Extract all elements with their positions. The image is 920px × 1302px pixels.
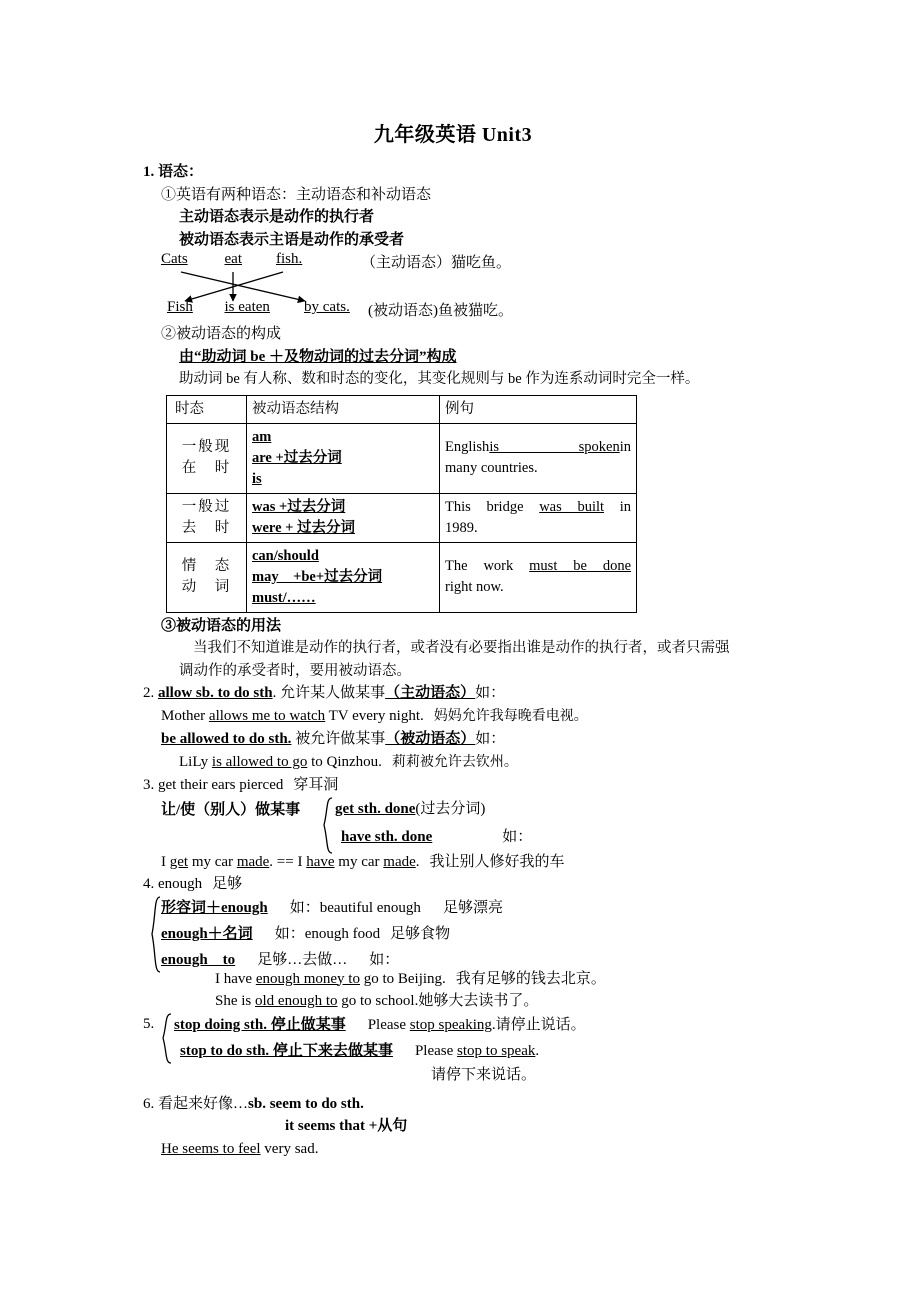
section-2-example-2 <box>143 751 803 775</box>
table-row <box>167 423 637 493</box>
header-tense: 时态 <box>167 395 247 423</box>
section-3-label: 让/使（别人）做某事 <box>161 801 301 818</box>
passive-voice-sentence <box>167 299 362 316</box>
section-6-line-1 <box>143 1093 803 1116</box>
section-3-example: I get my car made. == I have my car made. 我让别人修好我的车 <box>161 853 565 870</box>
section-3-head-cn: 穿耳洞 <box>293 777 339 793</box>
cell-example-past: This bridge was built in 1989. <box>440 493 637 542</box>
active-voice-note: （主动语态）猫吃鱼。 <box>361 255 512 271</box>
usage-line-2: 调动作的承受者时，要用被动语态。 <box>179 662 411 679</box>
section-3-option-1: get sth. done(过去分词) <box>335 800 486 817</box>
table-header-row <box>167 395 637 423</box>
section-3-line-1 <box>143 774 803 797</box>
section-2-phrase: allow sb. to do sth <box>158 685 273 701</box>
section-3-brace-group <box>143 797 803 855</box>
ex1-underline: allows me to watch <box>208 707 326 724</box>
section-5-brace-group <box>143 1013 803 1083</box>
cell-example-present: Englishis spokenin many countries. <box>440 423 637 493</box>
section-1-heading: 1. 语态： <box>143 164 204 180</box>
passive-verb: is eaten <box>224 299 270 315</box>
cell-structure-past: was +过去分词 were + 过去分词 <box>247 493 440 542</box>
section-4-example-2: She is old enough to go to school.她够大去读书了。 <box>215 993 539 1009</box>
section-3-head: get their ears pierced <box>158 777 284 793</box>
active-object: fish. <box>276 251 303 267</box>
cell-tense-present: 一般现 在 时 <box>167 423 247 493</box>
section-2-line-2 <box>143 728 803 751</box>
cell-structure-modal: can/should may +be+过去分词 must/…… <box>247 542 440 612</box>
section-4-option-3: enough to 足够…去做… 如： <box>161 951 400 968</box>
section-4-head: enough <box>158 876 203 892</box>
ex1-pre: Mother <box>161 707 209 724</box>
section-4-example-1: I have enough money to go to Beijing. 我有足够的钱去北京。 <box>215 970 606 987</box>
section-6-head-cn: 看起来好像… <box>158 1095 249 1112</box>
section-3-example-translation: 我让别人修好我的车 <box>429 853 565 870</box>
section-4-line-1 <box>143 873 803 896</box>
cell-structure-present: am are +过去分词 is <box>247 423 440 493</box>
section-2-number: 2. <box>143 685 155 701</box>
header-structure: 被动语态结构 <box>247 395 440 423</box>
active-subject: Cats <box>161 251 188 267</box>
curly-brace-icon <box>320 797 334 855</box>
section-5-option-2-translation: 请停下来说话。 <box>431 1066 537 1083</box>
ex1-translation: 妈妈允许我每晚看电视。 <box>433 708 588 724</box>
page-title: 九年级英语 Unit3 <box>373 124 533 146</box>
section-2-ru-2: 如： <box>475 731 506 747</box>
section-4-number: 4. <box>143 876 155 892</box>
section-1-bullet-passive: 被动语态表示主语是动作的承受者 <box>179 231 405 248</box>
section-4-option-1: 形容词＋enough 如：beautiful enough 足够漂亮 <box>161 899 503 916</box>
ex2-post: to Qinzhou. <box>307 753 382 770</box>
passive-voice-note: (被动语态)鱼被猫吃。 <box>368 303 513 319</box>
section-3-option-2: have sth. done 如： <box>341 828 533 845</box>
section-4-ex2-translation: 她够大去读书了。 <box>418 993 539 1009</box>
ex2-pre: LiLy <box>179 753 212 770</box>
section-1-sub3: ③被动语态的用法 <box>161 617 282 634</box>
section-6-example: He seems to feel very sad. <box>161 1140 319 1157</box>
passive-formula: 由“助动词 be ＋及物动词的过去分词”构成 <box>179 348 457 365</box>
section-2-phrase-2: be allowed to do sth. <box>161 731 292 747</box>
active-verb: eat <box>224 251 242 267</box>
section-4-head-cn: 足够 <box>212 876 243 892</box>
section-1-sub2: ②被动语态的构成 <box>161 326 282 342</box>
section-1-bullet-active: 主动语态表示是动作的执行者 <box>179 209 375 225</box>
ex2-underline: is allowed to go <box>211 753 308 770</box>
curly-brace-icon <box>159 1013 173 1065</box>
header-example: 例句 <box>440 395 637 423</box>
section-2-phrase-2-cn: 被允许做某事 <box>291 731 386 747</box>
passive-explanation: 助动词 be 有人称、数和时态的变化，其变化规则与 be 作为连系动词时完全一样。 <box>179 371 700 387</box>
passive-subject: Fish <box>167 299 193 315</box>
section-3-number: 3. <box>143 777 155 793</box>
section-2-phrase-cn: . 允许某人做某事 <box>272 685 386 701</box>
section-6-head-en: sb. seem to do sth. <box>248 1095 364 1112</box>
section-5-number: 5. <box>143 1015 155 1032</box>
table-row <box>167 493 637 542</box>
active-voice-sentence <box>161 251 312 268</box>
voice-transform-diagram <box>143 251 803 323</box>
document-body <box>143 118 803 1160</box>
section-1-sub1: ①英语有两种语态：主动语态和补动语态 <box>161 186 432 203</box>
section-2-example-1 <box>143 705 803 729</box>
ex2-translation: 莉莉被允许去钦州。 <box>391 754 518 770</box>
passive-voice-table <box>166 395 637 613</box>
section-6-number: 6. <box>143 1095 155 1112</box>
section-4-ex1-translation: 我有足够的钱去北京。 <box>455 970 606 987</box>
curly-brace-icon <box>148 896 162 974</box>
section-4-option-2: enough＋名词 如：enough food 足够食物 <box>161 925 451 942</box>
section-2-ru: 如： <box>475 685 506 701</box>
section-5-option-1: stop doing sth. 停止做某事 Please stop speaking.请停止说话。 <box>174 1016 586 1033</box>
ex1-post: TV every night. <box>325 707 424 724</box>
section-2-voice-tag: （主动语态） <box>385 685 476 701</box>
cell-example-modal: The work must be done right now. <box>440 542 637 612</box>
section-2-line-1 <box>143 682 803 705</box>
table-row <box>167 542 637 612</box>
section-5-option-2: stop to do sth. 停止下来去做某事 Please stop to speak. <box>180 1042 540 1059</box>
section-2-voice-tag-2: （被动语态） <box>385 731 476 747</box>
passive-agent: by cats. <box>304 299 350 315</box>
cell-tense-past: 一般过 去 时 <box>167 493 247 542</box>
section-6-line-2: it seems that +从句 <box>285 1118 408 1134</box>
cell-tense-modal: 情 态 动 词 <box>167 542 247 612</box>
section-4-brace-group <box>143 896 803 974</box>
usage-line-1: 当我们不知道谁是动作的执行者，或者没有必要指出谁是动作的执行者，或者只需强 <box>193 640 730 656</box>
